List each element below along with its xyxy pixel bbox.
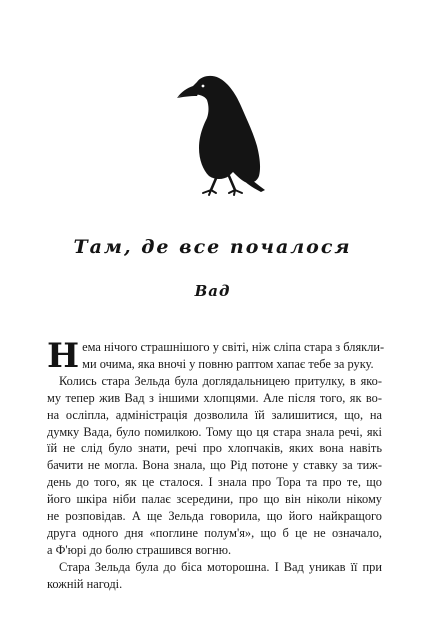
text-line: бачити не могла. Вона знала, що Рід потоне у ставку за тиж- — [47, 458, 382, 473]
text-line: а Ф'юрі до болю страшився вогню. — [47, 542, 232, 557]
text-line: му тепер жив Вад з іншими хлопцями. Але після того, як во- — [47, 390, 382, 405]
text-line: ми очима, яка вночі у повню раптом хапає тебе за руку. — [82, 356, 374, 371]
chapter-body — [47, 336, 385, 593]
text-line: Стара Зельда була до біса моторошна. І Вад уникав її при — [59, 559, 382, 574]
text-line: день до того, як це сталося. І знала про Тора та про те, що — [47, 475, 382, 490]
paragraph-3-cont — [47, 576, 382, 593]
text-line: їй не слід було знати, речі про хлопчаків, яких вона навіть — [47, 441, 382, 456]
text-line: його шкіра ніби палає зсередини, про що він ніколи нікому — [47, 492, 382, 507]
chapter-title: Там, де все почалося — [73, 236, 352, 258]
text-line: думку Вада, було помилкою. Тому що ця стара знала речі, які — [47, 424, 382, 439]
paragraph-2 — [47, 373, 382, 390]
raven-icon — [177, 72, 267, 202]
text-line: кожній нагоді. — [47, 576, 123, 591]
text-line: ема нічого страшнішого у світі, ніж сліпа стара з блякли- — [82, 340, 385, 354]
text-line: на осліпла, адміністрація дозволила їй залишитися, що, на — [47, 407, 382, 422]
paragraph-2-cont — [47, 390, 382, 559]
chapter-pov-name: Вад — [194, 282, 231, 300]
text-line: не розповідав. А ще Зельда говорила, що його найкращого — [47, 509, 382, 524]
paragraph-1 — [47, 336, 385, 376]
drop-cap: Н — [47, 336, 80, 376]
text-line: друга одного дня «поглине полум'я», що б це не означало, — [47, 525, 382, 540]
paragraph-3 — [47, 559, 382, 576]
text-line: Колись стара Зельда була доглядальницею притулку, в яко- — [59, 373, 382, 388]
